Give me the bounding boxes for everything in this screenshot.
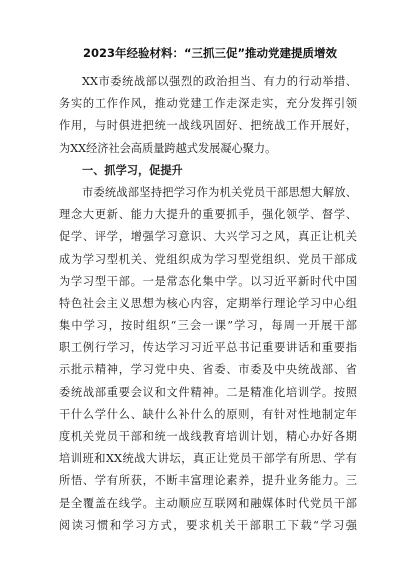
text-line: 成为学习型机关、党组织成为学习型党组织、党员干部成 [59,252,357,266]
text-line: 作用，与时俱进把统一战线巩固好、把统战工作开展好， [59,119,357,133]
text-line: 市委统战部坚持把学习作为机关党员干部思想大解放、 [82,185,357,199]
text-line: 委统战部重要会议和文件精神。二是精准化培训学。按照 [59,385,357,399]
text-line: 示批示精神，学习党中央、省委、市委及中央统战部、省 [59,363,357,377]
document-title: 2023年经验材料：“三抓三促”推动党建提质增效 [82,46,338,60]
text-line: 度机关党员干部和统一战线教育培训计划，精心办好各期 [59,430,357,443]
document-body [59,71,357,537]
text-line: 促学、评学，增强学习意识、大兴学习之风，真正让机关 [59,230,357,244]
text-line: 培训班和XX统战大讲坛，真正让党员干部学有所思、学有 [59,452,357,466]
text-line: 干什么学什么、缺什么补什么的原则，有针对性地制定年 [59,407,357,421]
text-line: 集中学习，按时组织“三会一课”学习，每周一开展干部 [59,319,357,333]
text-line: XX市委统战部以强烈的政治担当、有力的行动举措、 [82,75,357,88]
paragraph-intro [59,71,357,160]
text-line: 特色社会主义思想为核心内容，定期举行理论学习中心组 [59,296,357,310]
text-line: 所悟、学有所获，不断丰富理论素养，提升业务能力。三 [59,474,357,488]
section-heading [59,160,357,182]
text-line: 阅读习惯和学习方式，要求机关干部职工下载“学习强 [59,518,357,532]
text-line: 为学习型干部。一是常态化集中学。以习近平新时代中国 [59,274,357,288]
text-line: 职工例行学习，传达学习习近平总书记重要讲话和重要指 [59,341,357,355]
text-line: 为XX经济社会高质量跨越式发展凝心聚力。 [59,141,277,155]
section-heading-text: 一、抓学习，促提升 [82,163,183,177]
paragraph-study [59,182,357,537]
text-line: 务实的工作作风，推动党建工作走深走实，充分发挥引领 [59,97,357,111]
text-line: 是全覆盖在线学。主动顺应互联网和融媒体时代党员干部 [59,496,357,510]
text-line: 理念大更新、能力大提升的重要抓手，强化领学、督学、 [59,208,357,222]
